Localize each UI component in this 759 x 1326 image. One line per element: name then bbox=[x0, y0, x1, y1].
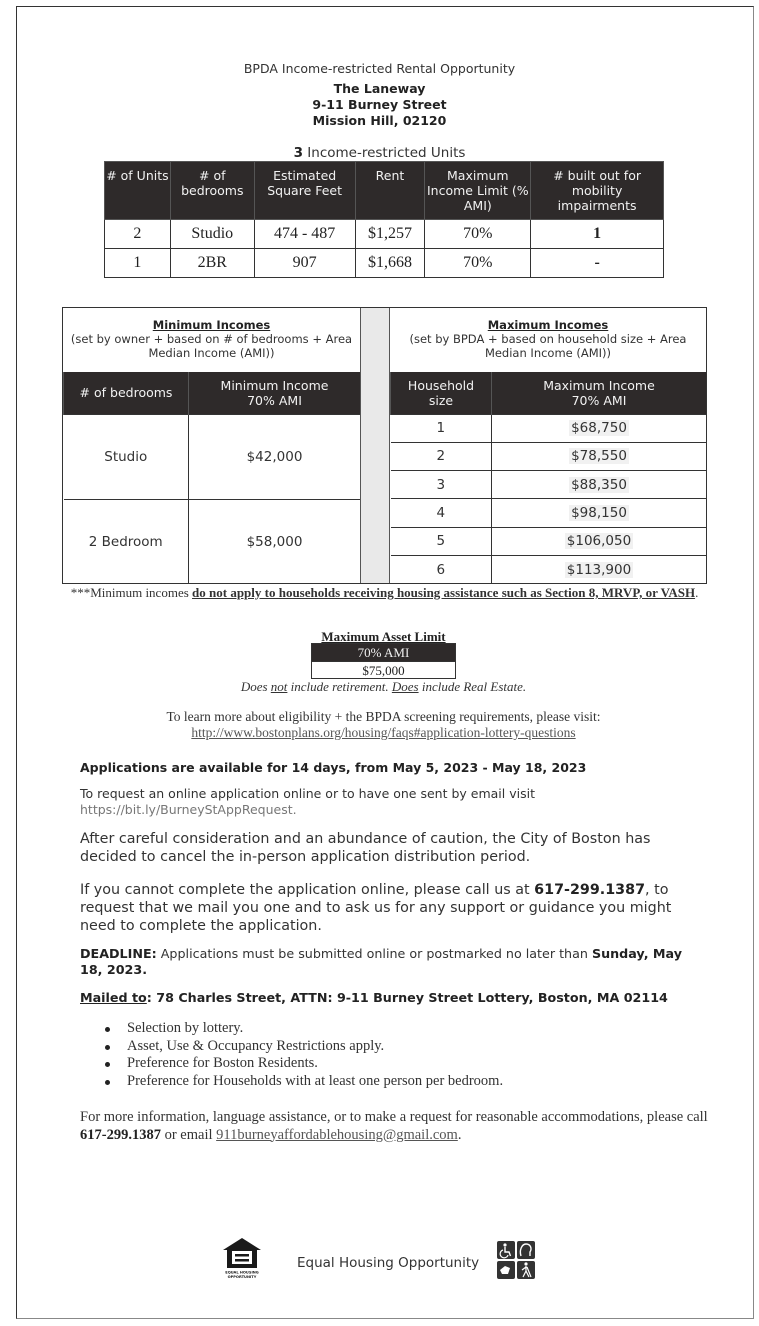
contact-email-link[interactable]: 911burneyaffordablehousing@gmail.com bbox=[216, 1126, 458, 1143]
cell-min-income: $58,000 bbox=[189, 499, 361, 584]
table-row bbox=[391, 442, 707, 470]
minimum-incomes-heading bbox=[63, 308, 360, 372]
maximum-incomes-panel bbox=[390, 308, 706, 584]
cell-ami: 70% bbox=[425, 249, 531, 278]
footnote-emphasis: do not apply to households receiving housing assistance such as Section 8, MRVP, or VASH bbox=[192, 585, 696, 600]
property-name: The Laneway bbox=[333, 81, 426, 96]
cell-bedrooms: 2BR bbox=[170, 249, 254, 278]
cell-rent: $1,257 bbox=[355, 220, 425, 249]
asset-limit-table bbox=[311, 643, 456, 679]
list-item: Preference for Boston Residents. bbox=[104, 1055, 503, 1073]
col-bedrooms: # of bedrooms bbox=[170, 162, 254, 220]
col-household-size-line1: Household bbox=[407, 377, 475, 393]
units-count: 3 bbox=[293, 145, 303, 161]
table-row bbox=[391, 527, 707, 555]
request-text: To request an online application online or to have one sent by email visit bbox=[80, 786, 535, 801]
cell-rent: $1,668 bbox=[355, 249, 425, 278]
requirements-list bbox=[104, 1020, 503, 1090]
faq-link[interactable]: http://www.bostonplans.org/housing/faqs#application-lottery-questions bbox=[191, 725, 576, 740]
mailed-to bbox=[80, 990, 700, 1005]
col-num-bedrooms: # of bedrooms bbox=[64, 372, 189, 414]
minimum-incomes-header bbox=[64, 372, 361, 414]
deadline-label: DEADLINE: bbox=[80, 946, 157, 961]
call-us-paragraph bbox=[80, 881, 700, 935]
cell-mobility: 1 bbox=[531, 220, 664, 249]
svg-text:EQUAL HOUSING: EQUAL HOUSING bbox=[225, 1270, 259, 1275]
request-link[interactable]: https://bit.ly/BurneyStAppRequest bbox=[80, 802, 293, 817]
contact-prefix: For more information, language assistance, or to make a request for reasonable accommodations, please call bbox=[80, 1109, 708, 1125]
property-neighborhood: Mission Hill, 02120 bbox=[312, 113, 447, 128]
minimum-incomes-title: Minimum Incomes bbox=[152, 318, 271, 332]
asset-note-does: Does bbox=[391, 679, 419, 694]
property-street: 9-11 Burney Street bbox=[312, 97, 447, 112]
cell-household-size: 2 bbox=[391, 442, 492, 470]
svg-text:OPPORTUNITY: OPPORTUNITY bbox=[227, 1275, 257, 1279]
deadline-text: Applications must be submitted online or postmarked no later than bbox=[156, 946, 592, 961]
cell-household-size: 3 bbox=[391, 471, 492, 499]
max-income-value: $68,750 bbox=[571, 420, 627, 437]
asset-limit-header: 70% AMI bbox=[312, 644, 456, 662]
units-caption-text: Income-restricted Units bbox=[302, 145, 466, 161]
max-income-value: $78,550 bbox=[571, 448, 627, 465]
asset-limit-value: $75,000 bbox=[312, 662, 456, 679]
contact-paragraph bbox=[80, 1109, 720, 1144]
units-table bbox=[104, 161, 664, 278]
mailed-label: Mailed to bbox=[80, 990, 147, 1005]
col-minimum-income-line1: Minimum Income bbox=[220, 377, 329, 393]
asset-limit-note bbox=[0, 679, 759, 695]
footnote-suffix: . bbox=[695, 585, 699, 600]
cell-household-size: 5 bbox=[391, 527, 492, 555]
cell-max-income bbox=[492, 414, 707, 442]
contact-phone[interactable]: 617-299.1387 bbox=[80, 1126, 161, 1143]
request-suffix: . bbox=[292, 802, 297, 817]
equal-housing-label: Equal Housing Opportunity bbox=[297, 1255, 480, 1271]
cell-max-income bbox=[492, 499, 707, 527]
table-row bbox=[391, 471, 707, 499]
cell-bedrooms: 2 Bedroom bbox=[64, 499, 189, 584]
asset-note-part: include retirement. bbox=[287, 679, 392, 694]
units-caption bbox=[0, 145, 759, 161]
col-minimum-income-line2: 70% AMI bbox=[247, 392, 302, 408]
cell-mobility: - bbox=[531, 249, 664, 278]
call-suffix: , to request that we mail you one and to ask us for any support or guidance you might need to complete the application. bbox=[80, 882, 672, 934]
applications-availability: Applications are available for 14 days, from May 5, 2023 - May 18, 2023 bbox=[80, 760, 587, 775]
contact-suffix: . bbox=[457, 1126, 462, 1143]
asset-note-part: include Real Estate. bbox=[418, 679, 527, 694]
list-item: Preference for Households with at least one person per bedroom. bbox=[104, 1073, 503, 1091]
table-row bbox=[64, 499, 361, 584]
table-row bbox=[391, 499, 707, 527]
table-divider bbox=[360, 308, 390, 583]
col-ami: Maximum Income Limit (% AMI) bbox=[425, 162, 531, 220]
asset-limit-title: Maximum Asset Limit bbox=[321, 629, 446, 644]
cell-sqft: 474 - 487 bbox=[254, 220, 355, 249]
table-row bbox=[105, 249, 664, 278]
caution-paragraph: After careful consideration and an abundance of caution, the City of Boston has decided to cancel the in-person application distribution period. bbox=[80, 831, 651, 865]
pre-title: BPDA Income-restricted Rental Opportunity bbox=[243, 61, 516, 76]
max-income-value: $98,150 bbox=[571, 505, 627, 522]
accessibility-icon bbox=[496, 1240, 536, 1280]
cell-max-income bbox=[492, 471, 707, 499]
table-row bbox=[391, 555, 707, 583]
equal-housing-icon bbox=[221, 1236, 263, 1280]
asset-note-not: not bbox=[270, 679, 288, 694]
list-item: Selection by lottery. bbox=[104, 1020, 503, 1038]
footnote-prefix: ***Minimum incomes bbox=[70, 585, 193, 600]
col-household-size bbox=[391, 372, 492, 414]
col-household-size-line2: size bbox=[428, 392, 454, 408]
income-tables bbox=[62, 307, 707, 584]
cell-household-size: 4 bbox=[391, 499, 492, 527]
maximum-incomes-heading bbox=[390, 308, 706, 372]
property-heading bbox=[0, 81, 759, 129]
minimum-incomes-panel bbox=[63, 308, 360, 584]
learn-more bbox=[0, 709, 759, 741]
col-units: # of Units bbox=[105, 162, 171, 220]
cell-household-size: 1 bbox=[391, 414, 492, 442]
deadline-date: Sunday, May 18, 2023. bbox=[80, 946, 682, 977]
col-mobility: # built out for mobility impairments bbox=[531, 162, 664, 220]
col-sqft: Estimated Square Feet bbox=[254, 162, 355, 220]
maximum-incomes-table bbox=[390, 372, 706, 584]
col-rent: Rent bbox=[355, 162, 425, 220]
asset-note-part: Does bbox=[240, 679, 271, 694]
minimum-incomes-subtitle: (set by owner + based on # of bedrooms + Area Median Income (AMI)) bbox=[70, 332, 353, 360]
max-income-value: $106,050 bbox=[566, 533, 632, 550]
table-row bbox=[391, 414, 707, 442]
units-table-header bbox=[105, 162, 664, 220]
minimum-income-footnote bbox=[62, 585, 707, 601]
max-income-value: $113,900 bbox=[566, 561, 632, 578]
cell-units: 1 bbox=[105, 249, 171, 278]
cell-ami: 70% bbox=[425, 220, 531, 249]
cell-max-income bbox=[492, 555, 707, 583]
maximum-incomes-header bbox=[391, 372, 707, 414]
cell-bedrooms: Studio bbox=[170, 220, 254, 249]
col-minimum-income bbox=[189, 372, 361, 414]
cell-max-income bbox=[492, 442, 707, 470]
request-application bbox=[80, 786, 700, 818]
cell-min-income: $42,000 bbox=[189, 414, 361, 499]
table-row bbox=[105, 220, 664, 249]
contact-middle: or email bbox=[160, 1126, 217, 1143]
max-income-value: $88,350 bbox=[571, 476, 627, 493]
mailed-address: : 78 Charles Street, ATTN: 9-11 Burney Street Lottery, Boston, MA 02114 bbox=[146, 990, 668, 1005]
cell-max-income bbox=[492, 527, 707, 555]
cell-units: 2 bbox=[105, 220, 171, 249]
call-phone[interactable]: 617-299.1387 bbox=[534, 882, 646, 898]
call-prefix: If you cannot complete the application online, please call us at bbox=[80, 882, 535, 898]
maximum-incomes-title: Maximum Incomes bbox=[487, 318, 609, 332]
cell-bedrooms: Studio bbox=[64, 414, 189, 499]
col-maximum-income-line2: 70% AMI bbox=[571, 392, 627, 408]
minimum-incomes-table bbox=[63, 372, 360, 584]
cell-sqft: 907 bbox=[254, 249, 355, 278]
deadline-paragraph bbox=[80, 946, 700, 978]
maximum-incomes-subtitle: (set by BPDA + based on household size + Area Median Income (AMI)) bbox=[409, 332, 687, 360]
col-maximum-income bbox=[492, 372, 707, 414]
table-row bbox=[64, 414, 361, 499]
col-maximum-income-line1: Maximum Income bbox=[543, 377, 655, 393]
learn-more-text: To learn more about eligibility + the BPDA screening requirements, please visit: bbox=[166, 709, 601, 724]
cell-household-size: 6 bbox=[391, 555, 492, 583]
list-item: Asset, Use & Occupancy Restrictions apply. bbox=[104, 1038, 503, 1056]
